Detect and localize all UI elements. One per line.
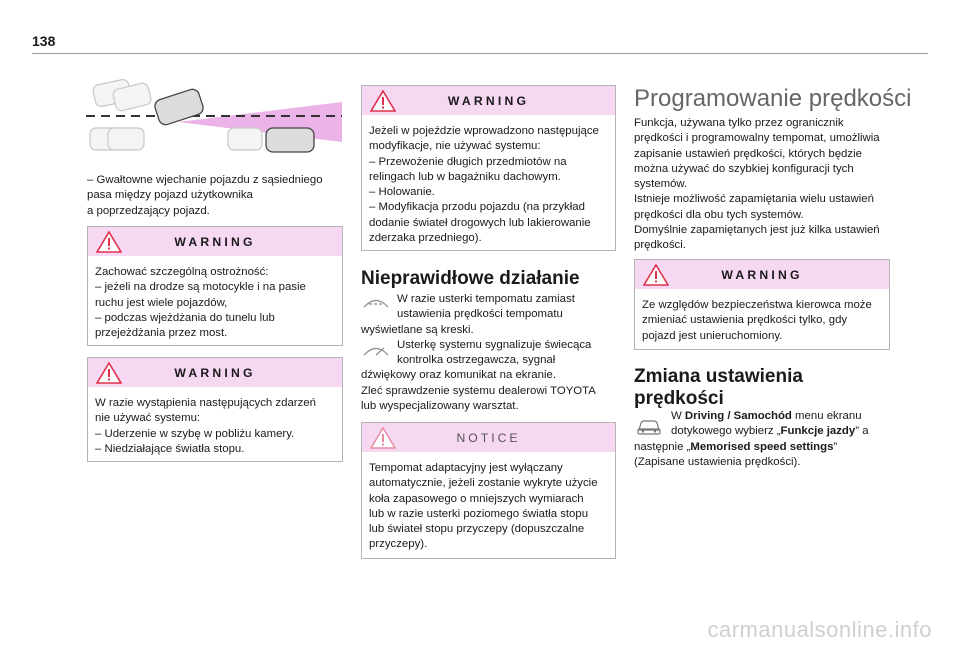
notice-triangle-icon bbox=[370, 427, 396, 449]
lane-cutin-illustration bbox=[86, 76, 342, 162]
warning-title: WARNING bbox=[174, 234, 256, 249]
watermark: carmanualsonline.info bbox=[707, 617, 932, 642]
warning-box-3: WARNING Jeżeli w pojeździe wprowadzono następujące modyfikacje, nie używać systemu: – Przewożenie długich przedmiotów na relingach lub w bagażniku dachowym. – Holowanie. – Modyfikacja przodu pojazdu (na przykład dodanie świateł drogowych lub lakierowanie zderzaka przedniego). bbox=[361, 85, 616, 251]
warning-title: WARNING bbox=[447, 93, 530, 108]
page-number: 138 bbox=[32, 33, 56, 49]
change-speed-heading: Zmiana ustawienia prędkości bbox=[634, 366, 803, 409]
header-rule bbox=[32, 53, 928, 54]
section-title: Programowanie prędkości bbox=[634, 85, 912, 112]
warning-triangle-icon bbox=[96, 231, 122, 253]
warning-box-4: WARNING Ze względów bezpieczeństwa kierowca może zmieniać ustawienia prędkości tylko, gdy pojazd jest unieruchomiony. bbox=[634, 259, 890, 350]
notice-box: NOTICE Tempomat adaptacyjny jest wyłączany automatycznie, jeżeli zostanie wykryte użycie koła zapasowego o mniejszych wymiarach lub w razie usterki poziomego światła stopu lub świateł stopu przyczepy (dopuszczalne przyczepy). bbox=[361, 422, 616, 559]
warning-box-1: WARNING Zachować szczególną ostrożność: – jeżeli na drodze są motocykle i na pasie ruchu jest wiele pojazdów, – podczas wjeżdżania do tunelu lub przejeżdżania przez most. bbox=[87, 226, 343, 346]
notice-title: NOTICE bbox=[456, 430, 521, 445]
warning-title: WARNING bbox=[174, 365, 256, 380]
warning-box-2: WARNING W razie wystąpienia następujących zdarzeń nie używać systemu: – Uderzenie w szybę w pobliżu kamery. – Niedziałające światła stopu. bbox=[87, 357, 343, 462]
malfunction-heading: Nieprawidłowe działanie bbox=[361, 268, 580, 289]
cutin-text: – Gwałtowne wjechanie pojazdu z sąsiedniego pasa między pojazd użytkownika a poprzedzający pojazd. bbox=[87, 174, 323, 217]
warning-triangle-icon bbox=[643, 264, 669, 286]
warning-title: WARNING bbox=[721, 267, 803, 282]
procedure-text: W Driving / Samochód menu ekranu dotykowego wybierz „Funkcje jazdy” a następnie „Memorised speed settings” (Zapisane ustawienia prędkości). bbox=[634, 410, 869, 468]
warning-triangle-icon bbox=[96, 362, 122, 384]
warning-triangle-icon bbox=[370, 90, 396, 112]
malfunction-text: W razie usterki tempomatu zamiast ustawienia prędkości tempomatu wyświetlane są kreski. Usterkę systemu sygnalizuje świecąca kontrolka ostrzegawcza, sygnał dźwiękowy oraz komunikat na ekranie. Zleć sprawdzenie systemu dealerowi TOYOTA lub wyspecjalizowany warsztat. bbox=[361, 293, 596, 413]
programming-text: Funkcja, używana tylko przez ogranicznik prędkości i programowalny tempomat, umożliwia zapisanie ustawień prędkości, których będzie można używać do szybkiej konfiguracji tych systemów. Istnieje możliwość zapamiętania wielu ustawień prędkości dla obu tych systemów. Domyślnie zapamiętanych jest już kilka ustawień prędkości. bbox=[634, 117, 880, 252]
